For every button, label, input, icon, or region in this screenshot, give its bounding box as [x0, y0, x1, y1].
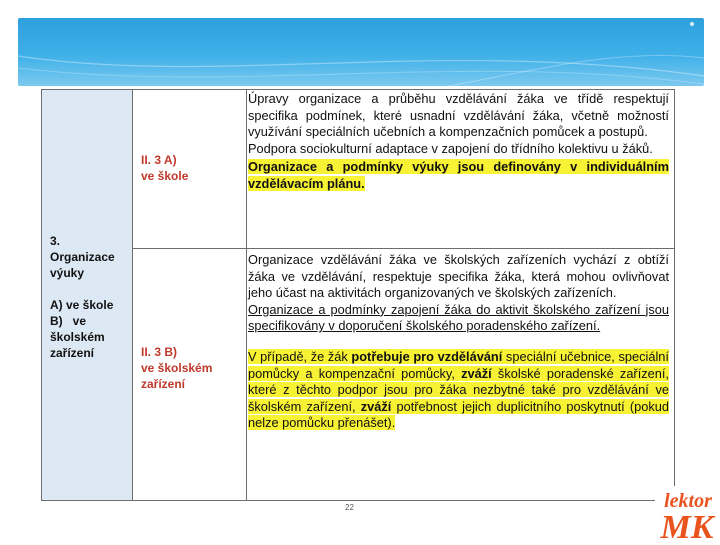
page-number: 22 [345, 503, 354, 512]
row-label-line: 3. [50, 234, 61, 248]
row-label-line: Organizace [50, 250, 115, 264]
row-label-line: školském [50, 330, 105, 344]
support-measures-table [41, 89, 675, 501]
section-b-code [141, 344, 241, 392]
section-b-code-line: ve školském [141, 361, 213, 375]
section-a-text [248, 91, 669, 193]
p3-bold: zváží [360, 398, 392, 414]
section-b-paragraph-2: Organizace a podmínky zapojení žáka do aktivit školského zařízení jsou specifikovány v doporučení školského poradenského zařízení. [248, 301, 669, 334]
row-label-line: B) ve [50, 314, 87, 328]
logo-text-line1: lektor [664, 490, 712, 512]
section-b-paragraph-3 [248, 349, 669, 432]
section-a-code [141, 152, 241, 184]
section-a-paragraph-2: Podpora sociokulturní adaptace v zapojení do třídního kolektivu u žáků. [248, 140, 653, 156]
section-a-highlight: Organizace a podmínky výuky jsou definovány v individuálním vzdělávacím plánu. [248, 159, 669, 191]
row-divider [133, 248, 675, 249]
header-banner [18, 18, 704, 86]
row-label [50, 233, 128, 361]
p3-text: speciální učebnice, speciální pomůcky a kompenzační pomůcky, [248, 348, 669, 381]
row-label-line: A) ve škole [50, 298, 114, 312]
section-b-text [248, 252, 669, 432]
p3-text: školské poradenské zařízení, které z těchto podpor jsou pro žáka nezbytné také pro vzdělávání ve školském zařízení, [248, 365, 669, 414]
p3-bold: zváží [461, 365, 492, 381]
column-divider [246, 90, 247, 500]
section-a-code-line: II. 3 A) [141, 153, 177, 167]
section-b-code-line: II. 3 B) [141, 345, 178, 359]
row-label-line: výuky [50, 266, 85, 280]
lektor-mk-logo [655, 486, 720, 540]
row-label-line: zařízení [50, 346, 95, 360]
p3-bold: potřebuje pro vzdělávání [351, 348, 503, 364]
section-b-code-line: zařízení [141, 377, 186, 391]
section-a-paragraph-1: Úpravy organizace a průběhu vzdělávání žáka ve třídě respektují specifika podmínek, které usnadní vzdělávání žáka, včetně možností využívání speciálních učebních a kompenzačních pomůcek a postupů. [248, 91, 669, 140]
p3-text: V případě, že žák [248, 348, 352, 364]
row-label-cell [42, 90, 133, 500]
section-b-paragraph-1: Organizace vzdělávání žáka ve školských zařízeních vychází z obtíží žáka ve vzdělávání, respektuje specifika žáka, která mohou ovlivňovat jeho účast na aktivitách organizovaných ve školských zařízeních. [248, 252, 669, 301]
banner-wave-decoration [18, 18, 704, 86]
logo-text-line2: MK [660, 509, 714, 540]
section-a-code-line: ve škole [141, 169, 189, 183]
p3-text: potřebnost jejich duplicitního poskytnutí (pokud nelze pomůcku přenášet). [248, 398, 669, 431]
